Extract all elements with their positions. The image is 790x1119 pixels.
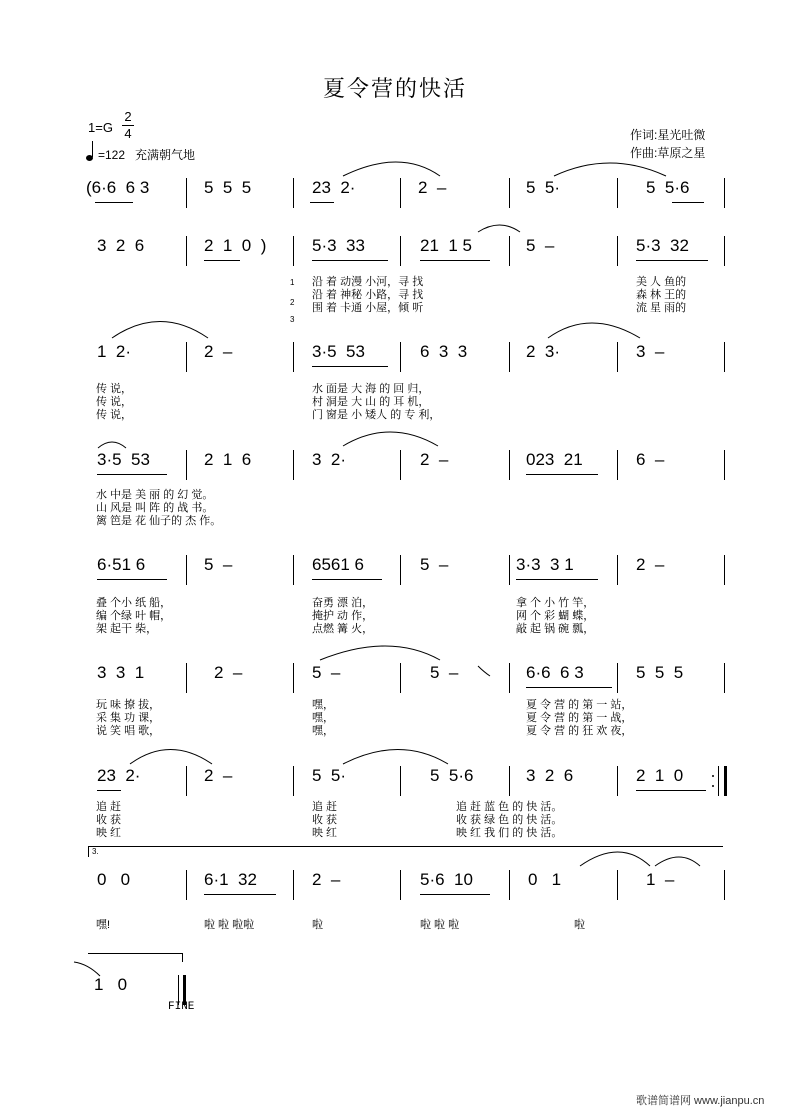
- measure: 023 21: [526, 450, 583, 469]
- lyric-line: 收 获 绿 色 的 快 活。: [456, 814, 563, 826]
- lyric-line: 网 个 彩 蝴 蝶，: [516, 610, 595, 622]
- lyric-line: 点燃 篝 火，: [312, 623, 374, 635]
- song-title: 夏令营的快活: [322, 77, 467, 102]
- measure: 0 1: [528, 870, 562, 889]
- measure: 3·5 53: [97, 450, 150, 469]
- measure: 2 –: [420, 450, 449, 469]
- lyric-line: 篱 笆是 花 仙子的 杰 作。: [96, 515, 222, 527]
- measure: 6 3 3: [420, 342, 468, 361]
- score-row-1: [0, 178, 790, 218]
- lyric-line: 追 赶: [96, 801, 122, 813]
- score-row-2: [0, 236, 790, 276]
- measure: 3 2·: [312, 450, 347, 469]
- lyric-line: 山 风是 叫 阵 的 战 书。: [96, 502, 214, 514]
- lyric-line: 门 窗是 小 矮人 的 专 利，: [312, 409, 441, 421]
- measure: 3·5 53: [312, 342, 365, 361]
- lyric-line: 传 说，: [96, 396, 133, 408]
- time-sig-bottom: 4: [124, 126, 132, 141]
- measure: (6·6 6 3: [86, 178, 150, 197]
- measure: 5·3 32: [636, 236, 689, 255]
- measure: 2 –: [204, 766, 233, 785]
- measure: 2 –: [418, 178, 447, 197]
- measure: 5 5·6: [646, 178, 690, 197]
- lyric-line: 啦: [574, 919, 585, 931]
- measure: 21 1 5: [420, 236, 472, 255]
- measure: 5 5·6: [430, 766, 474, 785]
- lyric-line: 水 面是 大 海 的 回 归，: [312, 383, 430, 395]
- lyric-line: 追 赶 蓝 色 的 快 活。: [456, 801, 563, 813]
- measure: 1 0: [94, 975, 128, 994]
- measure: 5 –: [204, 555, 233, 574]
- lyric-line: 编 个绿 叶 帽，: [96, 610, 172, 622]
- measure: 6·51 6: [97, 555, 146, 574]
- score-row-4: [0, 450, 790, 490]
- time-sig-top: 2: [124, 109, 132, 124]
- lyric-line: 追 赶: [312, 801, 338, 813]
- measure: 5·3 33: [312, 236, 365, 255]
- score-row-7: [0, 766, 790, 806]
- lyric-line: 传 说，: [96, 383, 133, 395]
- lyric-line: 收 获: [96, 814, 122, 826]
- lyric-line: 映 红: [312, 827, 338, 839]
- volta-bracket: [88, 846, 723, 857]
- measure: 6·1 32: [204, 870, 257, 889]
- measure: 3 2 6: [97, 236, 145, 255]
- tempo-marking: [86, 146, 195, 163]
- time-signature: [122, 110, 134, 141]
- lyricist: 作词:星光吐微: [630, 128, 706, 142]
- ending-bracket: [88, 953, 183, 962]
- lyric-line: 拿 个 小 竹 竿，: [516, 597, 595, 609]
- tempo-value: =122: [98, 148, 126, 162]
- score-row-9: [0, 975, 790, 1015]
- measure: 5 –: [430, 663, 459, 682]
- lyric-line: 嘿，: [312, 725, 334, 737]
- key-signature: 1=G: [88, 120, 113, 135]
- measure: 1 –: [646, 870, 675, 889]
- lyric-line: 映 红: [96, 827, 122, 839]
- expression-text: 充满朝气地: [135, 148, 196, 162]
- measure: 3 3 1: [97, 663, 145, 682]
- lyric-line: 啦: [312, 919, 323, 931]
- measure: 3 2 6: [526, 766, 574, 785]
- lyric-line: 森 林 王的: [636, 289, 687, 301]
- lyric-line: 敲 起 锅 碗 瓢，: [516, 623, 595, 635]
- measure: 5 5·: [526, 178, 561, 197]
- lyric-line: 村 洞是 大 山 的 耳 机，: [312, 396, 430, 408]
- measure: 5 –: [312, 663, 341, 682]
- lyric-line: 嘿!: [96, 919, 111, 931]
- measure: 5 5 5: [636, 663, 684, 682]
- score-row-5: [0, 555, 790, 595]
- volta-number: 3.: [92, 847, 99, 856]
- score-row-8: [0, 870, 790, 910]
- credits: [630, 126, 705, 162]
- measure: 2 –: [214, 663, 243, 682]
- measure: 5·6 10: [420, 870, 473, 889]
- measure: 1 2·: [97, 342, 132, 361]
- lyric-line: 映 红 我 们 的 快 活。: [456, 827, 563, 839]
- lyric-line: 采 集 功 课，: [96, 712, 161, 724]
- lyric-line: 玩 味 撩 拔，: [96, 699, 161, 711]
- lyric-line: 收 获: [312, 814, 338, 826]
- measure: 0 0: [97, 870, 131, 889]
- lyric-line: 围 着 卡通 小屋，倾 听: [312, 302, 424, 314]
- lyric-line: 夏 令 营 的 第 一 站，: [526, 699, 633, 711]
- measure: 2 1 6: [204, 450, 252, 469]
- fine-marking: FINE: [168, 1001, 195, 1013]
- measure: 6561 6: [312, 555, 364, 574]
- lyric-line: 美 人 鱼的: [636, 276, 687, 288]
- measure: 3·3 3 1: [516, 555, 574, 574]
- measure: 2 1 0 ): [204, 236, 267, 255]
- score-row-3: [0, 342, 790, 382]
- measure: 23 2·: [97, 766, 141, 785]
- measure: 3 –: [636, 342, 665, 361]
- measure: 2 –: [312, 870, 341, 889]
- lyric-line: 水 中是 美 丽 的 幻 觉。: [96, 489, 214, 501]
- measure: 5 –: [526, 236, 555, 255]
- measure: 2 1 0: [636, 766, 684, 785]
- lyric-line: 夏 令 营 的 第 一 战，: [526, 712, 633, 724]
- lyric-line: 嘿，: [312, 699, 334, 711]
- measure: 5 5 5: [204, 178, 252, 197]
- lyric-line: 架 起干 柴，: [96, 623, 158, 635]
- lyric-line: 传 说，: [96, 409, 133, 421]
- lyric-line: 啦 啦 啦啦: [204, 919, 255, 931]
- measure: 2 3·: [526, 342, 561, 361]
- measure: 5 –: [420, 555, 449, 574]
- lyric-line: 流 星 雨的: [636, 302, 687, 314]
- measure: 5 5·: [312, 766, 347, 785]
- measure: 2 –: [204, 342, 233, 361]
- lyric-line: 奋勇 漂 泊，: [312, 597, 374, 609]
- lyric-line: 啦 啦 啦: [420, 919, 460, 931]
- composer: 作曲:草原之星: [630, 146, 706, 160]
- measure: 6 –: [636, 450, 665, 469]
- lyric-line: 叠 个小 纸 船，: [96, 597, 172, 609]
- lyric-line: 嘿，: [312, 712, 334, 724]
- score-row-6: [0, 663, 790, 703]
- lyric-line: 沿 着 神秘 小路，寻 找: [312, 289, 424, 301]
- site-watermark: 歌谱简谱网 www.jianpu.cn: [636, 1095, 765, 1107]
- quarter-note-icon: [86, 147, 98, 161]
- lyric-line: 掩护 动 作，: [312, 610, 374, 622]
- lyric-line: 夏 令 营 的 狂 欢 夜，: [526, 725, 633, 737]
- lyric-line: 沿 着 动漫 小河，寻 找: [312, 276, 424, 288]
- measure: 23 2·: [312, 178, 356, 197]
- lyric-line: 说 笑 唱 歌，: [96, 725, 161, 737]
- measure: 6·6 6 3: [526, 663, 584, 682]
- measure: 2 –: [636, 555, 665, 574]
